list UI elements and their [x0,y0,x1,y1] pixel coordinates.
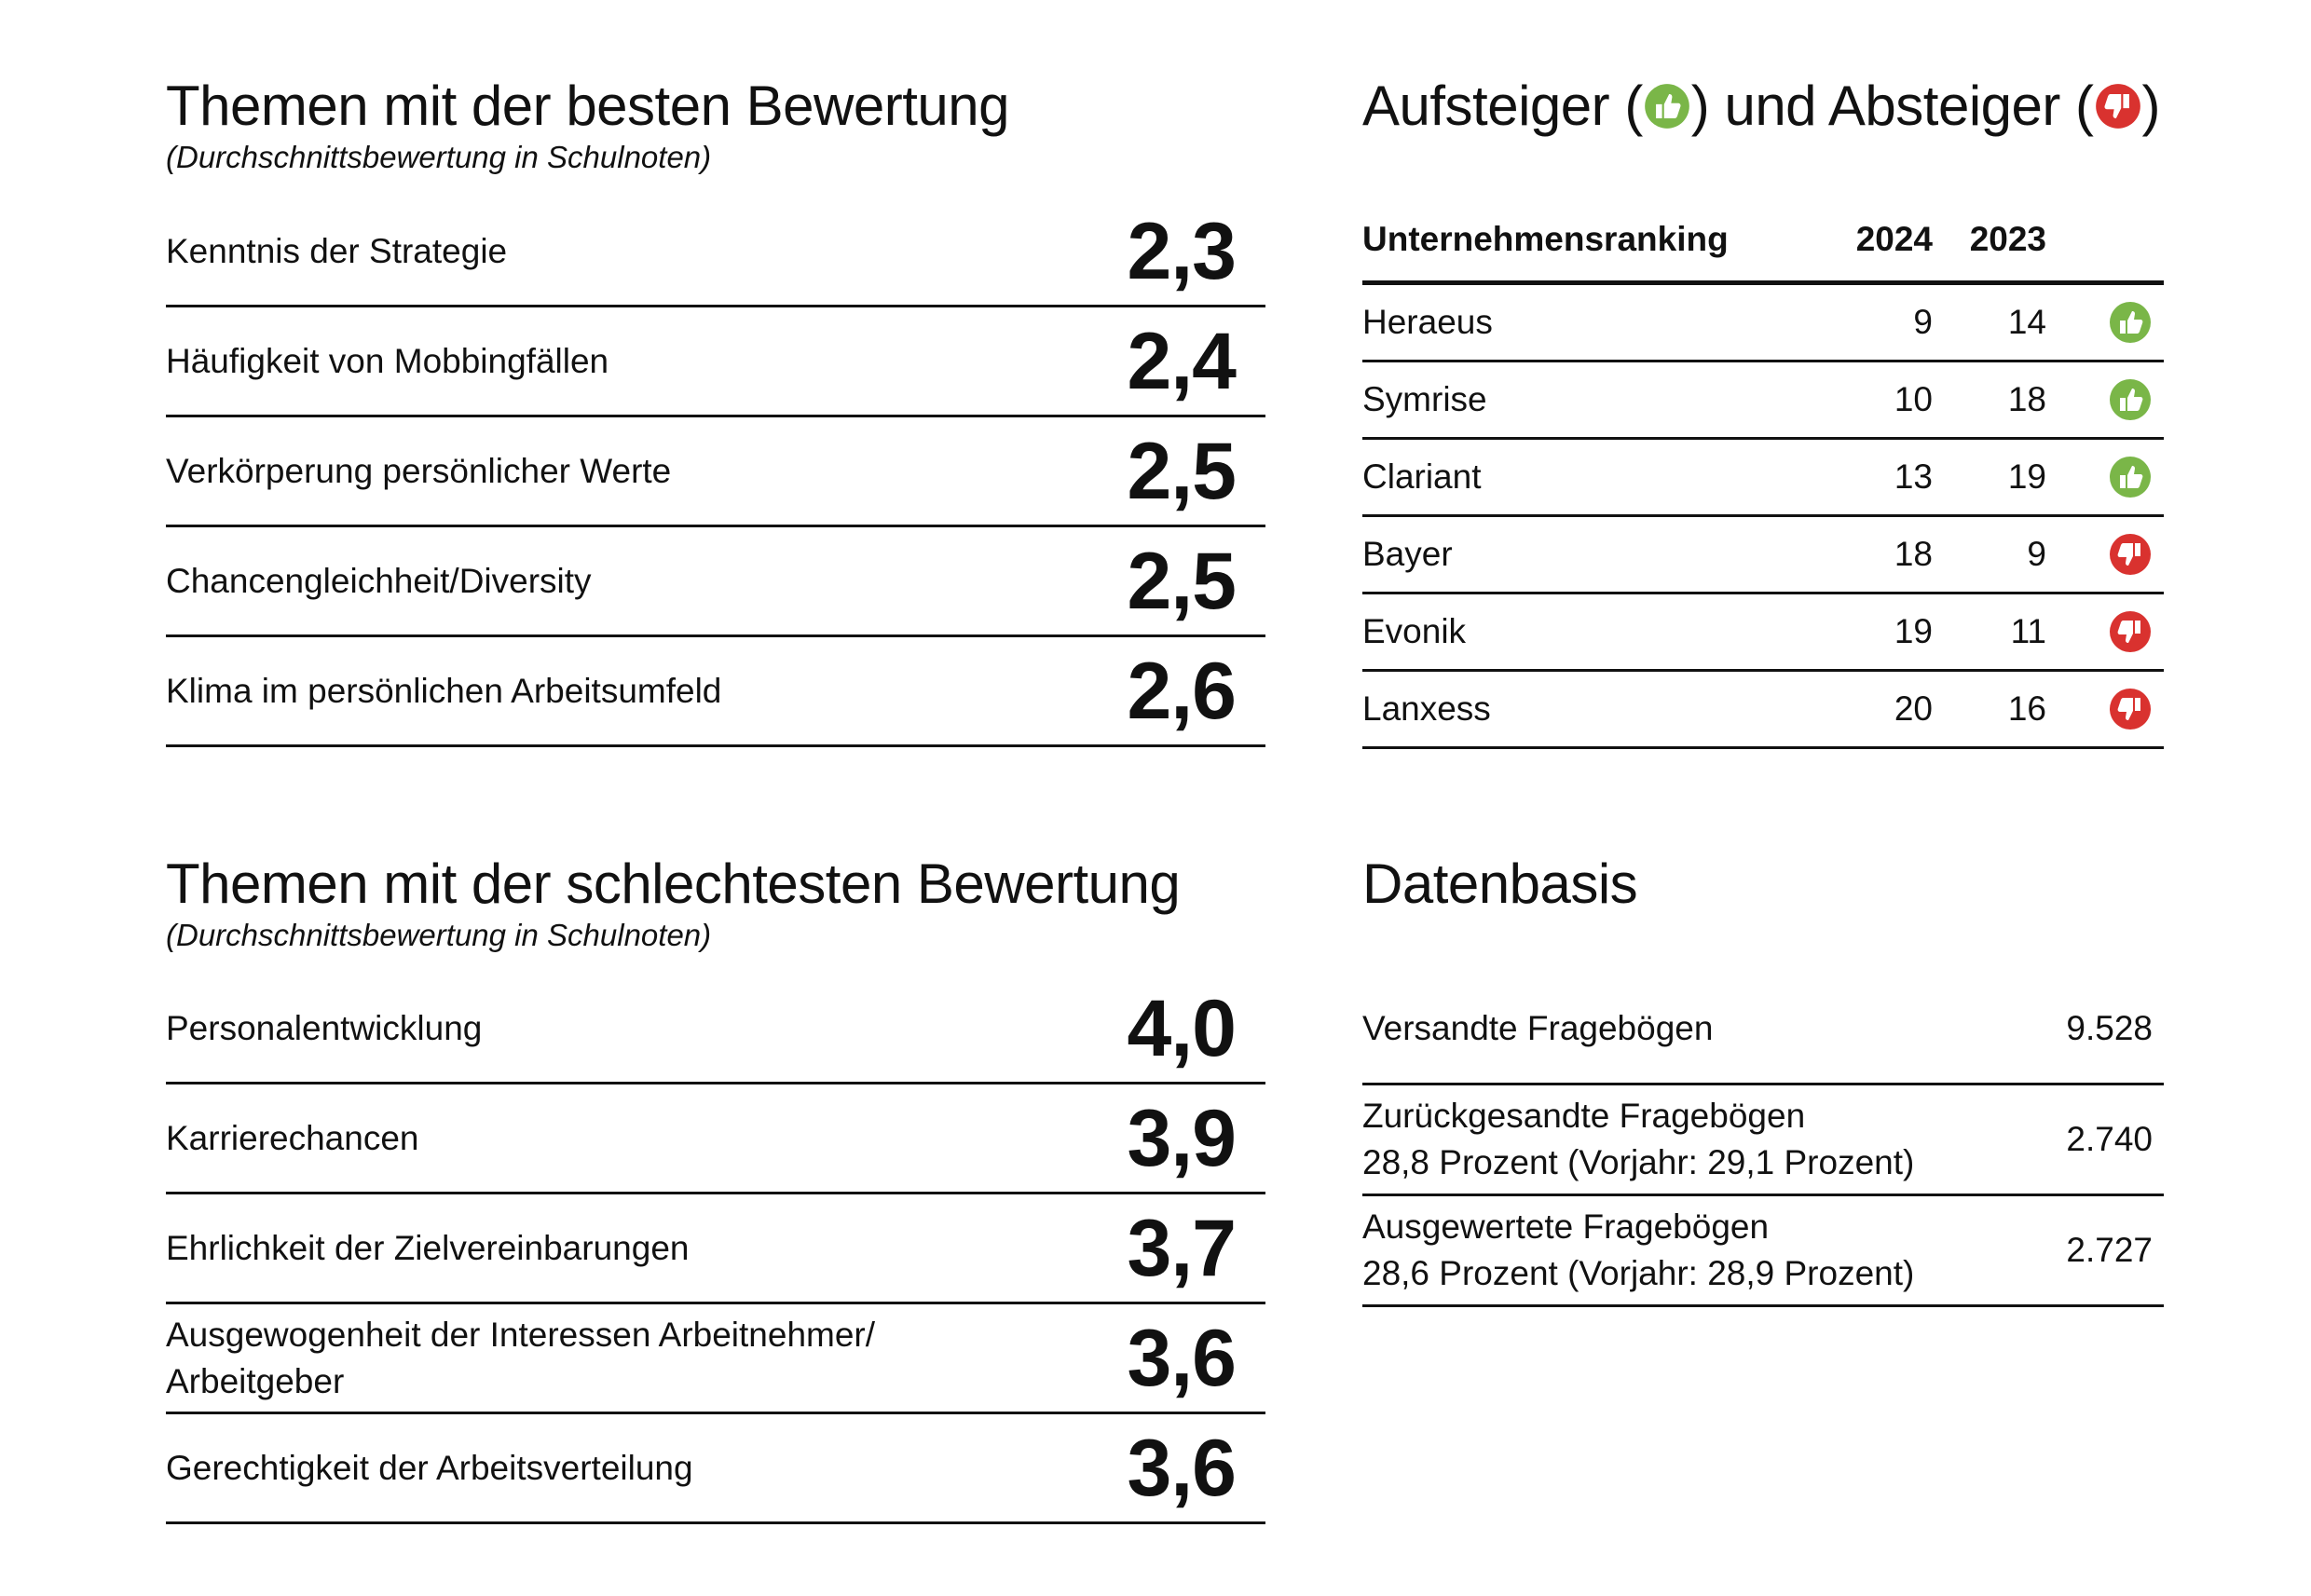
ranking-trend [2046,377,2164,422]
ranking-trend [2046,687,2164,731]
ranking-company: Evonik [1362,612,1467,650]
datenbasis-list [1362,975,2164,1307]
datenbasis-label: Ausgewertete Fragebögen [1362,1207,1770,1246]
ranking-row [1362,440,2164,517]
worst-value: 4,0 [1127,983,1236,1073]
ranking-row [1362,285,2164,362]
datenbasis-sublabel: 28,8 Prozent (Vorjahr: 29,1 Prozent) [1362,1143,1915,1181]
ranking-value-2024: 13 [1894,457,1933,496]
worst-row [166,1304,1265,1414]
worst-list [166,975,1265,1524]
thumbs-up-icon [2108,455,2153,499]
datenbasis-title: Datenbasis [1362,853,1638,915]
best-section [166,75,1009,174]
ranking-row [1362,362,2164,440]
ranking-company: Clariant [1362,457,1482,496]
best-list [166,198,1265,747]
ranking-value-2024: 9 [1913,303,1933,341]
best-value: 2,4 [1127,316,1236,406]
worst-subtitle: (Durchschnittsbewertung in Schulnoten) [166,918,712,952]
thumbs-up-icon [2108,377,2153,422]
ranking-value-2023: 11 [2010,612,2046,650]
best-label: Klima im persönlichen Arbeitsumfeld [166,671,722,710]
worst-row [166,975,1265,1084]
worst-title: Themen mit der schlechtesten Bewertung [166,853,1181,915]
best-label: Kenntnis der Strategie [166,231,508,270]
worst-label: Ausgewogenheit der Interessen Arbeitnehmer/ Arbeitgeber [166,1315,876,1400]
ranking-company: Heraeus [1362,303,1493,341]
ranking-value-2024: 20 [1894,689,1933,728]
best-value: 2,3 [1127,206,1236,296]
datenbasis-value: 2.740 [2066,1120,2153,1158]
best-row [166,527,1265,637]
datenbasis-label: Zurückgesandte Fragebögen [1362,1097,1806,1135]
best-value: 2,5 [1127,536,1236,626]
datenbasis-label: Versandte Fragebögen [1362,1009,1714,1047]
ranking-title-part3: ) [2141,75,2161,137]
worst-label: Karrierechancen [166,1118,419,1157]
ranking-company: Bayer [1362,535,1453,573]
ranking-company: Symrise [1362,380,1487,418]
worst-row [166,1084,1265,1194]
best-row [166,637,1265,747]
ranking-rows [1362,285,2164,749]
ranking-value-2023: 14 [2007,303,2046,341]
best-row [166,417,1265,527]
ranking-section [1362,75,2161,137]
ranking-header-2023: 2023 [1969,219,2046,258]
datenbasis-sublabel: 28,6 Prozent (Vorjahr: 28,9 Prozent) [1362,1254,1915,1292]
ranking-row [1362,594,2164,672]
worst-value: 3,9 [1127,1093,1236,1183]
datenbasis-section [1362,853,1638,915]
datenbasis-row [1362,1196,2164,1307]
ranking-row [1362,517,2164,594]
thumbs-up-icon [2108,300,2153,345]
datenbasis-value: 2.727 [2066,1231,2153,1269]
best-label: Verkörperung persönlicher Werte [166,451,672,490]
worst-label: Gerechtigkeit der Arbeitsverteilung [166,1448,693,1487]
best-row [166,198,1265,307]
ranking-header [1362,198,2164,285]
ranking-value-2024: 19 [1894,612,1933,650]
datenbasis-row [1362,1085,2164,1196]
worst-value: 3,6 [1127,1313,1236,1403]
thumbs-down-icon [2108,609,2153,654]
best-value: 2,6 [1127,646,1236,736]
ranking-trend [2046,455,2164,499]
datenbasis-value: 9.528 [2066,1009,2153,1047]
ranking-value-2023: 16 [2007,689,2046,728]
thumbs-down-icon [2094,82,2142,130]
best-row [166,307,1265,417]
best-subtitle: (Durchschnittsbewertung in Schulnoten) [166,140,712,174]
worst-row [166,1414,1265,1524]
ranking-trend [2046,609,2164,654]
best-label: Häufigkeit von Mobbingfällen [166,341,609,380]
ranking-row [1362,672,2164,749]
ranking-title-part2: ) und Absteiger ( [1690,75,2094,137]
worst-label: Ehrlichkeit der Zielvereinbarungen [166,1228,690,1267]
ranking-value-2023: 19 [2007,457,2046,496]
ranking-value-2023: 18 [2007,380,2046,418]
ranking-header-2024: 2024 [1855,219,1933,258]
ranking-trend [2046,300,2164,345]
ranking-value-2023: 9 [2027,535,2046,573]
ranking-value-2024: 18 [1894,535,1933,573]
ranking-company: Lanxess [1362,689,1491,728]
worst-value: 3,6 [1127,1423,1236,1513]
worst-section [166,853,1181,952]
ranking-title [1362,75,2161,137]
best-label: Chancengleichheit/Diversity [166,561,592,600]
ranking-table [1362,198,2164,749]
thumbs-up-icon [1643,82,1691,130]
worst-value: 3,7 [1127,1203,1236,1293]
worst-label: Personalentwicklung [166,1008,483,1047]
ranking-header-name: Unternehmensranking [1362,219,1729,258]
worst-row [166,1194,1265,1304]
ranking-trend [2046,532,2164,577]
best-title: Themen mit der besten Bewertung [166,75,1009,137]
ranking-title-part1: Aufsteiger ( [1362,75,1643,137]
thumbs-down-icon [2108,532,2153,577]
datenbasis-row [1362,975,2164,1085]
thumbs-down-icon [2108,687,2153,731]
best-value: 2,5 [1127,426,1236,516]
ranking-value-2024: 10 [1894,380,1933,418]
